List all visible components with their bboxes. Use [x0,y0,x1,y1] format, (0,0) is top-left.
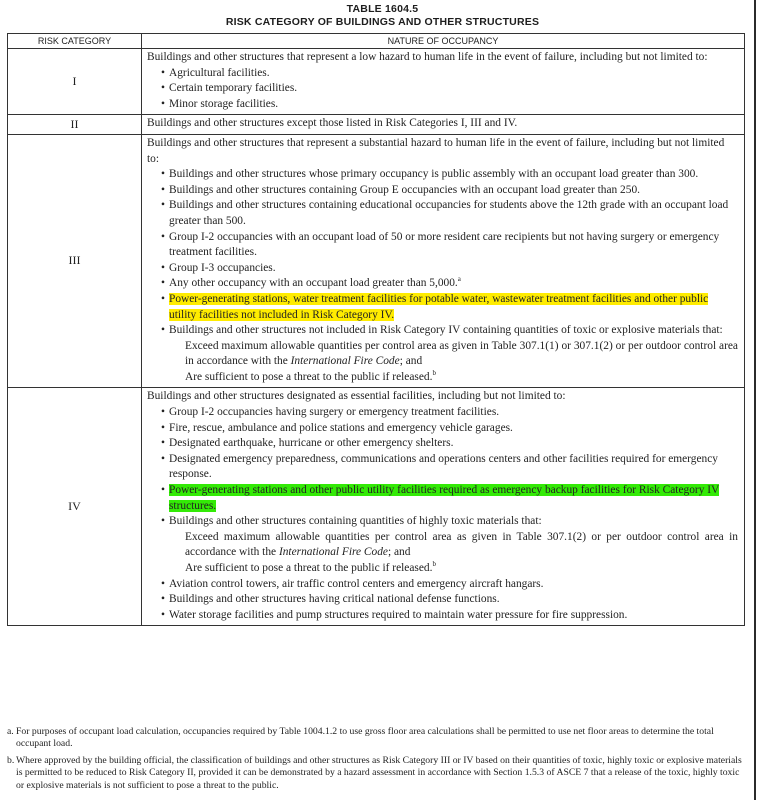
footnote-a [7,726,747,751]
footnote-text: Where approved by the building official, the classification of buildings and other structures as Risk Category III or IV based on their quantities of toxic, highly toxic or explosive materials is permitted to be reduced to Risk Category II, provided it can be demonstrated by a hazard assessment in accordance with Section 1.5.3 of ASCE 7 that a release of the toxic, highly toxic or explosive materials is not sufficient to pose a threat to the public. [16,755,742,791]
bullet: • [161,437,165,450]
bullet: • [161,97,165,110]
table-row-category-ii [8,115,745,135]
table-row-category-i [8,49,745,115]
list-item: • Buildings and other structures containing quantities of highly toxic materials that: [147,514,738,530]
list-item: • Fire, rescue, ambulance and police stations and emergency vehicle garages. [147,421,738,437]
list-item: • Buildings and other structures containing educational occupancies for students above the 12th grade with an occupant load greater than 500. [161,199,729,227]
footnote-ref-a: a [457,275,461,284]
header-risk-category: RISK CATEGORY [8,34,142,49]
list-item: • Minor storage facilities. [147,97,738,113]
bullet: • [161,593,165,606]
footnote-ref-b: b [432,560,436,569]
bullet: • [161,515,165,528]
bullet: • [161,183,165,196]
code-reference: International Fire Code [278,546,388,559]
category-label: II [8,115,142,135]
bullet: • [161,484,165,497]
list-item: • Buildings and other structures having critical national defense functions. [147,592,738,608]
list-item: • Group I-3 occupancies. [147,261,738,277]
bullet: • [161,230,165,243]
bullet: • [161,577,165,590]
list-item: • Buildings and other structures not included in Risk Category IV containing quantities of toxic or explosive materials that: [147,323,738,339]
footnote-b [7,755,747,792]
bullet: • [161,421,165,434]
list-item: • Any other occupancy with an occupant load greater than 5,000.$^a$ [147,276,738,292]
table-number: TABLE 1604.5 [346,3,419,15]
list-item: • Designated earthquake, hurricane or other emergency shelters. [147,436,738,452]
row-intro: Buildings and other structures that represent a substantial hazard to human life in the event of failure, including but not limited to: [147,136,725,165]
list-item: • Buildings and other structures containing Group E occupancies with an occupant load greater than 250. [147,183,738,199]
bullet: • [161,452,165,465]
bullet: • [161,66,165,79]
table-caption: RISK CATEGORY OF BUILDINGS AND OTHER STRUCTURES [225,16,540,28]
list-item: • Designated emergency preparedness, communications and operations centers and other facilities required for emergency response. [161,452,718,481]
occupancy-cell [142,49,745,115]
bullet: • [161,406,165,419]
table-title-block [0,3,765,29]
bullet: • [161,261,165,274]
bullet: • [161,199,165,212]
list-item: • Aviation control towers, air traffic control centers and emergency aircraft hangars. [147,577,738,593]
footnote-label: b. [7,755,15,766]
list-item: • Agricultural facilities. [147,66,738,82]
list-item: • Group I-2 occupancies having surgery or emergency treatment facilities. [147,405,738,421]
highlighted-list-item-green [147,483,738,514]
footnote-label: a. [7,726,14,737]
sub-condition: Exceed maximum allowable quantities per control area as given in Table 307.1(1) or 307.1(2) or per outdoor control area in accordance with the International Fire Code; and [185,339,738,368]
category-label: IV [8,388,142,626]
bullet: • [161,324,165,337]
green-highlight: Power-generating stations and other public utility facilities required as emergency backup facilities for Risk Category IV structures. [169,484,720,512]
list-item: • Certain temporary facilities. [147,81,738,97]
table-row-category-iii [8,134,745,388]
code-reference: International Fire Code [290,355,400,368]
sub-condition: Are sufficient to pose a threat to the public if released.$^b$ [185,369,436,383]
header-nature-of-occupancy: NATURE OF OCCUPANCY [142,34,745,49]
risk-category-table [7,33,745,626]
page-edge-border [754,0,756,800]
row-intro: Buildings and other structures designated as essential facilities, including but not limited to: [147,390,566,403]
bullet: • [161,82,165,95]
header-row [8,34,745,49]
sub-condition: Exceed maximum allowable quantities per control area as given in Table 307.1(2) or per outdoor control area in accordance with the International Fire Code; and [185,530,738,559]
bullet: • [161,608,165,621]
list-item: • Group I-2 occupancies with an occupant load of 50 or more resident care recipients but not having surgery or emergency treatment facilities. [161,230,720,259]
row-intro: Buildings and other structures except those listed in Risk Categories I, III and IV. [147,117,518,130]
bullet: • [161,168,165,181]
category-label: I [8,49,142,115]
yellow-highlight: Power-generating stations, water treatment facilities for potable water, wastewater treatment facilities and other public utility facilities not included in Risk Category IV. [169,292,709,321]
row-intro: Buildings and other structures that represent a low hazard to human life in the event of failure, including but not limited to: [147,51,708,63]
occupancy-cell [142,134,745,388]
occupancy-cell [142,388,745,626]
footnote-text: For purposes of occupant load calculation, occupancies required by Table 1004.1.2 to use gross floor area calculations shall be permitted to use net floor areas to determine the total occupant load. [16,726,714,750]
bullet: • [161,277,165,290]
list-item: • Water storage facilities and pump structures required to maintain water pressure for fire suppression. [147,608,738,624]
bullet: • [161,292,165,305]
footnote-ref-b: b [432,369,436,378]
table-row-category-iv [8,388,745,626]
category-label: III [8,134,142,388]
list-item: • Buildings and other structures whose primary occupancy is public assembly with an occupant load greater than 300. [147,167,738,183]
occupancy-cell [142,115,745,135]
highlighted-list-item-yellow [147,292,738,323]
sub-condition: Are sufficient to pose a threat to the public if released.$^b$ [185,560,436,574]
